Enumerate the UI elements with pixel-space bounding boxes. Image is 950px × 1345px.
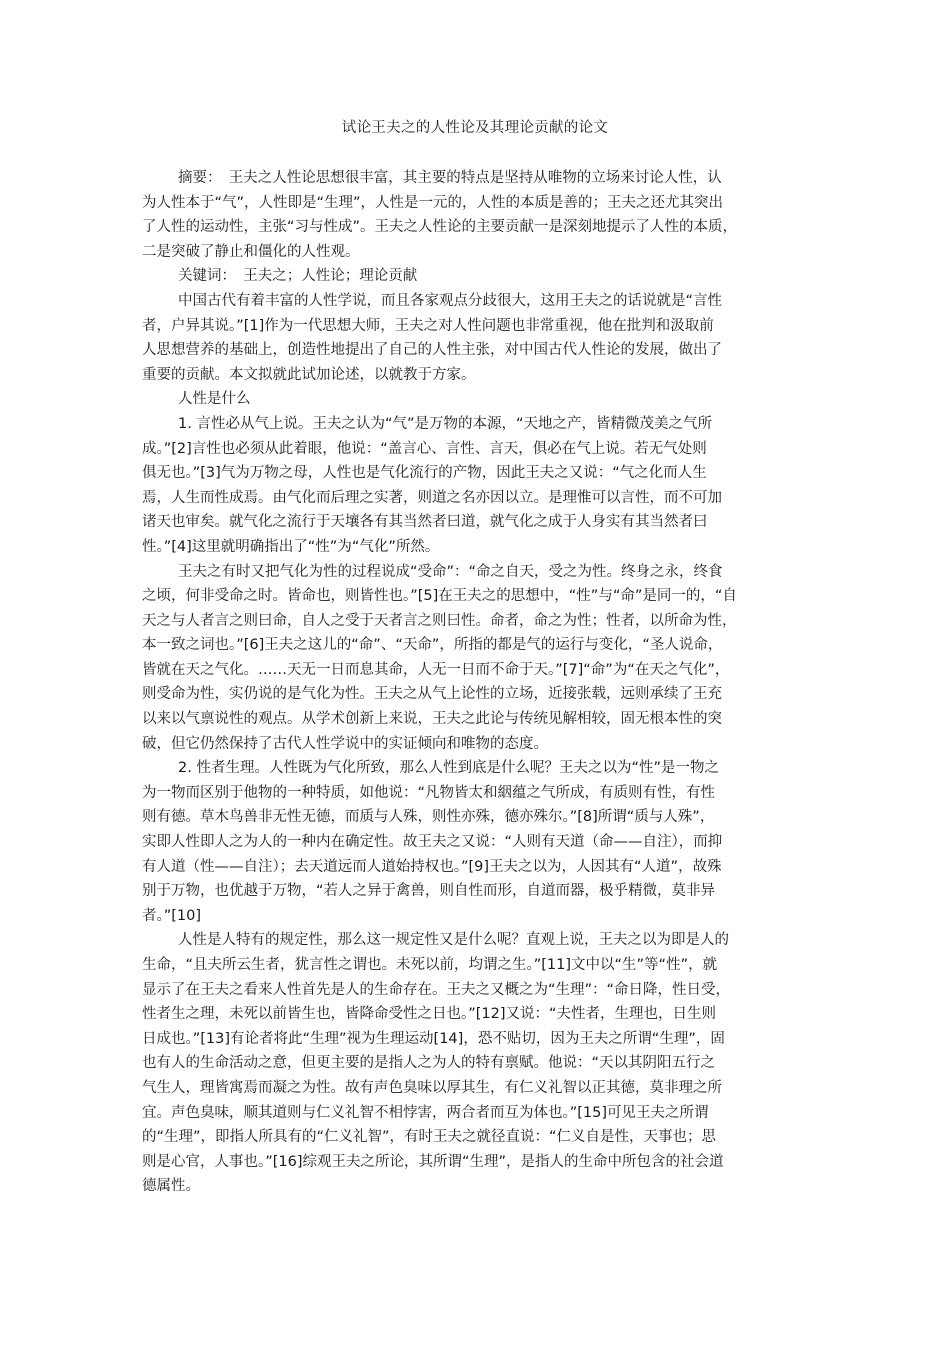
text-line: 中国古代有着丰富的人性学说，而且各家观点分歧很大，这用王夫之的话说就是“言性	[178, 292, 723, 309]
text-line: 为一物而区别于他物的一种特质，如他说：“凡物皆太和絪蕴之气所成，有质则有性，有性	[142, 784, 716, 801]
text-line: 关键词： 王夫之；人性论；理论贡献	[178, 268, 418, 285]
text-line: 皆就在天之气化。……天无一日而息其命，人无一日而不命于天。”[7]“命”为“在天之气化”，	[142, 661, 730, 678]
text-line: 则有德。草木鸟兽非无性无德，而质与人殊，则性亦殊，德亦殊尔。”[8]所谓“质与人殊”，	[142, 809, 715, 826]
text-line: 之顷，何非受命之时。皆命也，则皆性也。”[5]在王夫之的思想中，“性”与“命”是同一的，“自	[142, 588, 737, 605]
text-line: 重要的贡献。本文拟就此试加论述，以就教于方家。	[142, 366, 476, 383]
text-line: 宜。声色臭味，顺其道则与仁义礼智不相悖害，两合者而互为体也。”[15]可见王夫之所谓	[142, 1104, 709, 1121]
text-line: 德属性。	[142, 1178, 200, 1195]
text-line: 别于万物，也优越于万物，“若人之异于禽兽，则自性而形，自道而器，极乎精微，莫非异	[142, 883, 716, 900]
text-line: 俱无也。”[3]气为万物之母，人性也是气化流行的产物，因此王夫之又说：“气之化而人生	[142, 465, 707, 482]
text-line: 1. 言性必从气上说。王夫之认为“气”是万物的本源，“天地之产，皆精微茂美之气所	[178, 415, 712, 432]
text-line: 实即人性即人之为人的一种内在确定性。故王夫之又说：“人则有天道（命——自注），而抑	[142, 834, 723, 851]
text-line: 性。”[4]这里就明确指出了“性”为“气化”所然。	[142, 538, 440, 555]
text-line: 人思想营养的基础上，创造性地提出了自己的人性主张，对中国古代人性论的发展，做出了	[142, 342, 722, 359]
document-title: 试论王夫之的人性论及其理论贡献的论文	[341, 120, 609, 136]
text-line: 摘要： 王夫之人性论思想很丰富，其主要的特点是坚持从唯物的立场来讨论人性，认	[178, 170, 722, 186]
text-line: 诸天也审矣。就气化之流行于天壤各有其当然者曰道，就气化之成于人身实有其当然者曰	[142, 514, 708, 531]
text-line: 本一致之词也。”[6]王夫之这儿的“命”、“天命”，所指的都是气的运行与变化，“圣人说命，	[142, 637, 723, 654]
text-line: 了人性的运动性，主张“习与性成”。王夫之人性论的主要贡献一是深刻地提示了人性的本质，	[142, 219, 738, 236]
text-line: 有人道（性——自注）；去天道远而人道始持权也。”[9]王夫之以为，人因其有“人道”，故殊	[142, 858, 722, 875]
text-line: 性者生之理，未死以前皆生也，皆降命受性之日也。”[12]又说：“夫性者，生理也，日生则	[142, 1006, 717, 1023]
text-line: 的“生理”，即指人所具有的“仁义礼智”，有时王夫之就径直说：“仁义自是性，天事也；思	[142, 1129, 717, 1146]
text-line: 人性是人特有的规定性，那么这一规定性又是什么呢？直观上说，王夫之以为即是人的	[178, 932, 729, 949]
text-line: 者，户异其说。”[1]作为一代思想大师，王夫之对人性问题也非常重视，他在批判和汲取前	[142, 317, 714, 334]
text-line: 者。”[10]	[142, 907, 202, 924]
text-line: 以来以气禀说性的观点。从学术创新上来说，王夫之此论与传统见解相较，固无根本性的突	[142, 711, 722, 728]
text-line: 为人性本于“气”，人性即是“生理”，人性是一元的，人性的本质是善的；王夫之还尤其突出	[142, 194, 724, 211]
text-line: 日成也。”[13]有论者将此“生理”视为生理运动[14]，恐不贴切，因为王夫之所谓“生理”，固	[142, 1030, 725, 1047]
document-body	[142, 166, 822, 1199]
text-line: 生命，“且夫所云生者，犹言性之谓也。未死以前，均谓之生。”[11]文中以“生”等“性”，就	[142, 957, 718, 973]
text-line: 成。”[2]言性也必须从此着眼，他说：“盖言心、言性、言天，俱必在气上说。若无气处则	[142, 440, 707, 457]
text-line: 则受命为性，实仍说的是气化为性。王夫之从气上论性的立场，近接张载，远则承续了王充	[142, 686, 722, 703]
text-line: 2. 性者生理。人性既为气化所致，那么人性到底是什么呢？王夫之以为“性”是一物之	[178, 760, 719, 777]
text-line: 则是心官，人事也。”[16]综观王夫之所论，其所谓“生理”，是指人的生命中所包含的社会道	[142, 1153, 724, 1170]
text-line: 焉，人生而性成焉。由气化而后理之实著，则道之名亦因以立。是理惟可以言性，而不可加	[142, 489, 722, 506]
text-line: 破，但它仍然保持了古代人性学说中的实证倾向和唯物的态度。	[142, 735, 548, 752]
text-line: 人性是什么	[178, 391, 251, 408]
text-line: 王夫之有时又把气化为性的过程说成“受命”：“命之自天，受之为性。终身之永，终食	[178, 563, 723, 580]
text-line: 天之与人者言之则曰命，自人之受于天者言之则曰性。命者，命之为性；性者，以所命为性，	[142, 612, 737, 629]
text-line: 也有人的生命活动之意，但更主要的是指人之为人的特有禀赋。他说：“天以其阴阳五行之	[142, 1055, 716, 1072]
text-line: 二是突破了静止和僵化的人性观。	[142, 243, 360, 260]
text-line: 显示了在王夫之看来人性首先是人的生命存在。王夫之又概之为“生理”：“命日降，性日受，	[142, 981, 731, 998]
text-line: 气生人，理皆寓焉而凝之为性。故有声色臭味以厚其生，有仁义礼智以正其德，莫非理之所	[142, 1079, 722, 1096]
